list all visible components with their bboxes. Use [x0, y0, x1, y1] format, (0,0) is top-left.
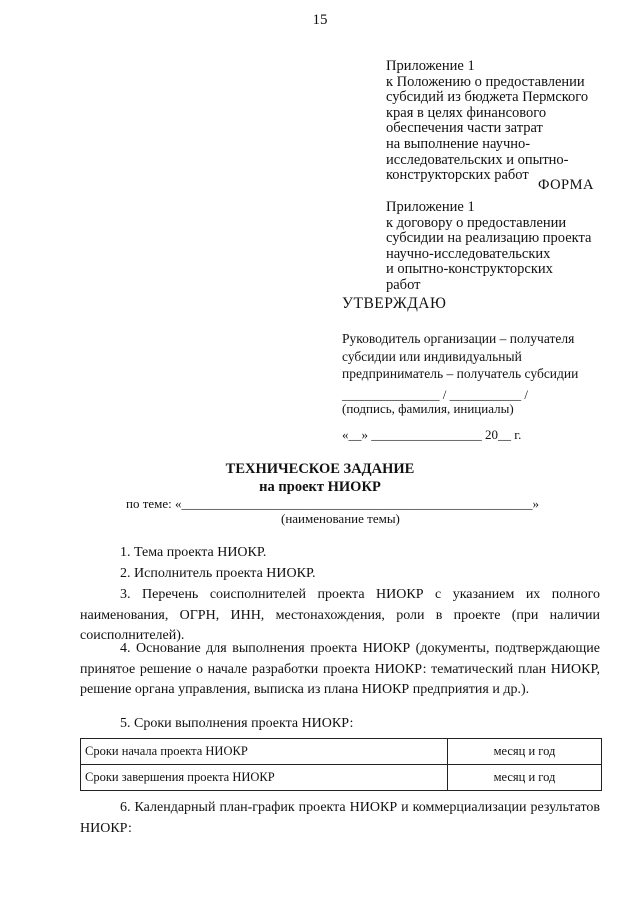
appendix-line: на выполнение научно-: [386, 135, 531, 152]
table-row: [81, 739, 602, 765]
appendix-line: и опытно-конструкторских: [386, 261, 553, 278]
topic-line: по теме: «______________________________________________________»: [126, 496, 540, 511]
schedule-table: [80, 738, 602, 791]
appendix-line: научно-исследовательских: [386, 245, 551, 262]
item-6: 6. Календарный план-график проекта НИОКР и коммерциализации результатов НИОКР:: [80, 800, 600, 836]
appendix-line: обеспечения части затрат: [386, 120, 543, 137]
item-4: 4. Основание для выполнения проекта НИОКР (документы, подтверждающие принятое решение о начале разработки проекта НИОКР: тематический план НИОКР, решение органа управления, выписка из плана НИОКР предприятия и др.).: [80, 641, 600, 697]
table-row: [81, 765, 602, 791]
item-2: 2. Исполнитель проекта НИОКР.: [120, 566, 316, 581]
date-line: «__» _________________ 20__ г.: [342, 427, 522, 442]
appendix-line: к Положению о предоставлении: [386, 73, 585, 90]
appendix-line: субсидии на реализацию проекта: [386, 230, 592, 247]
appendix-to-contract: [386, 200, 626, 294]
table-cell: месяц и год: [448, 765, 602, 791]
appendix-line: Приложение 1: [386, 58, 475, 74]
approval-title: УТВЕРЖДАЮ: [342, 295, 447, 312]
document-title-line: ТЕХНИЧЕСКОЕ ЗАДАНИЕ: [225, 461, 415, 477]
appendix-to-regulation: [386, 59, 626, 184]
document-title: [0, 460, 640, 496]
appendix-line: Приложение 1: [386, 199, 475, 215]
appendix-line: конструкторских работ: [386, 167, 529, 184]
form-label: ФОРМА: [537, 177, 594, 193]
table-cell: месяц и год: [448, 739, 602, 765]
document-subtitle-line: на проект НИОКР: [259, 479, 381, 495]
approval-description-line: субсидии или индивидуальный: [342, 348, 522, 364]
appendix-line: края в целях финансового: [386, 104, 547, 121]
item-5: 5. Сроки выполнения проекта НИОКР:: [120, 716, 354, 731]
signature-caption: (подпись, фамилия, инициалы): [342, 401, 514, 416]
approval-description: [342, 330, 578, 383]
page-number: 15: [312, 12, 328, 28]
item-1: 1. Тема проекта НИОКР.: [120, 545, 267, 560]
table-cell: Сроки завершения проекта НИОКР: [81, 765, 448, 791]
signature-line: _______________ / ___________ /: [342, 387, 528, 402]
appendix-line: к договору о предоставлении: [386, 214, 567, 231]
approval-description-line: предприниматель – получатель субсидии: [342, 366, 579, 381]
item-3: 3. Перечень соисполнителей проекта НИОКР с указанием их полного наименования, ОГРН, ИНН, местонахождения, роли в проекте (при наличии соисполнителей).: [80, 587, 600, 643]
appendix-line: исследовательских и опытно-: [386, 151, 569, 168]
appendix-line: субсидий из бюджета Пермского: [386, 89, 589, 106]
topic-caption: (наименование темы): [281, 511, 400, 526]
appendix-line: работ: [386, 276, 421, 293]
approval-description-line: Руководитель организации – получателя: [342, 331, 575, 346]
table-cell: Сроки начала проекта НИОКР: [81, 739, 448, 765]
